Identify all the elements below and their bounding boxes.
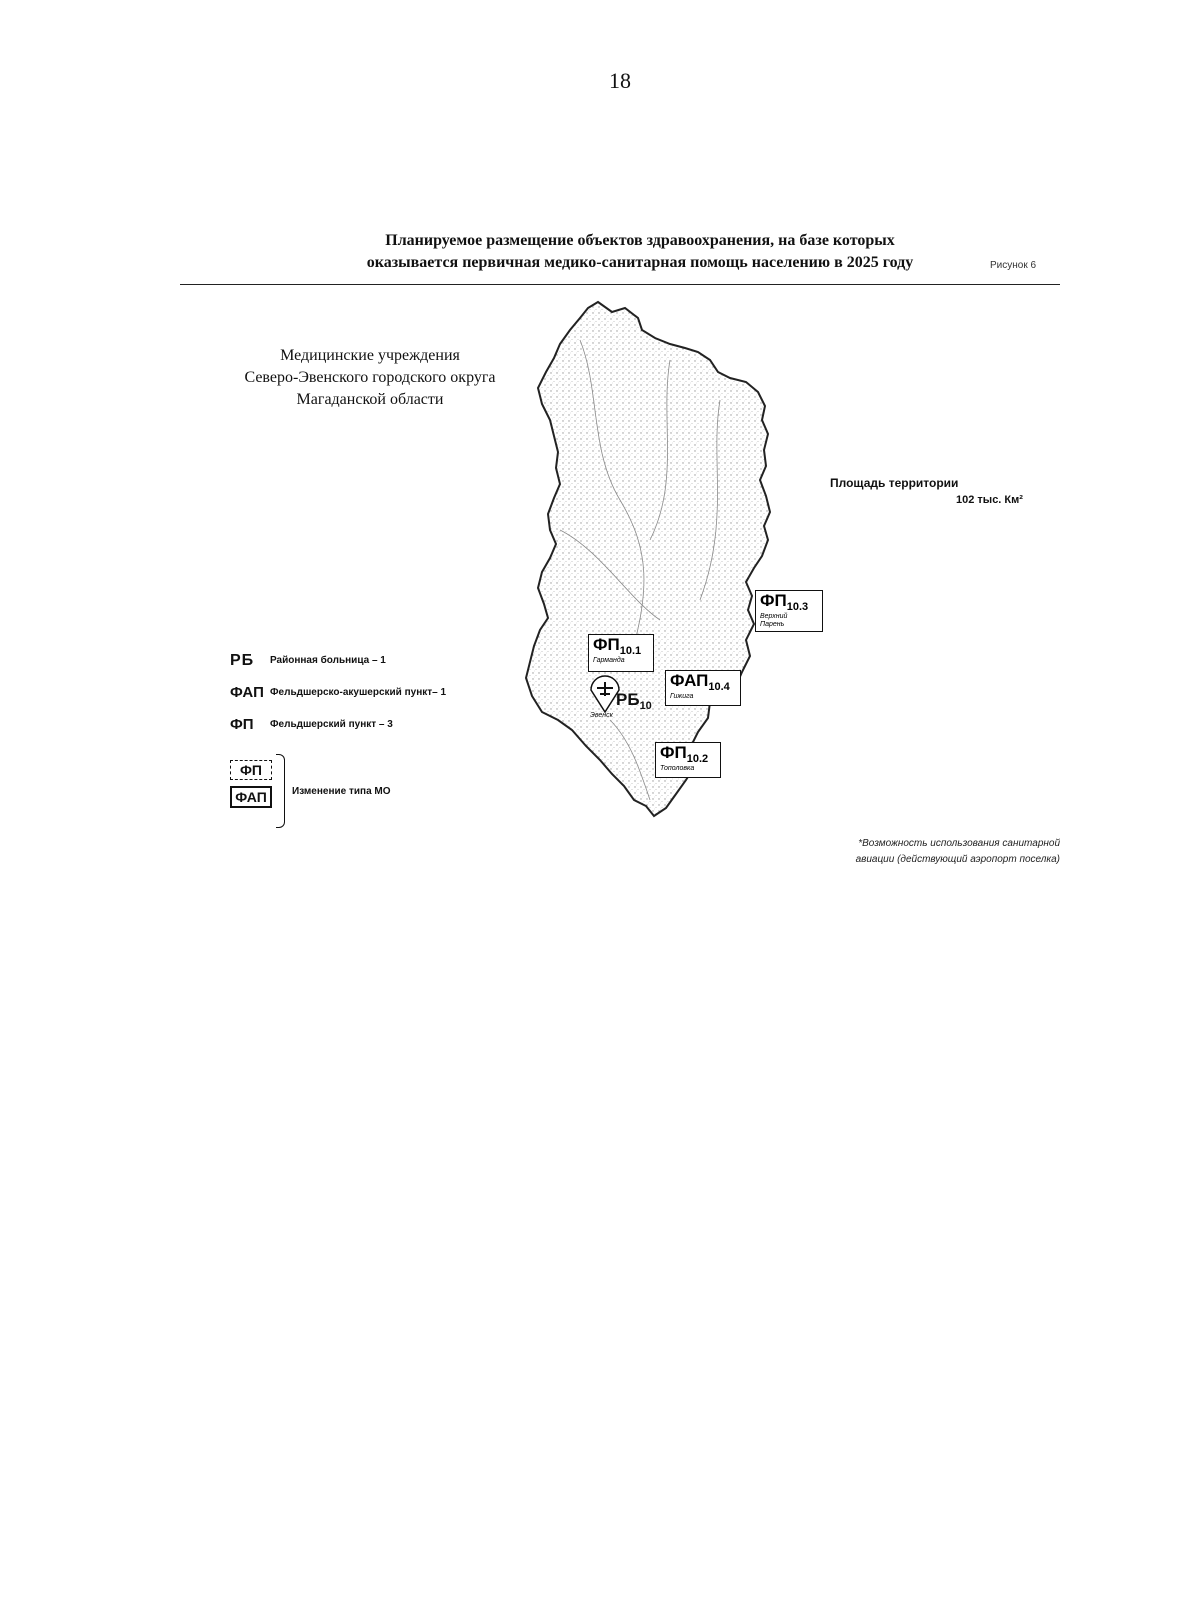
legend-brace	[276, 754, 285, 828]
legend-change-symbols	[230, 760, 272, 808]
marker-fap-10-4-num: 10.4	[708, 681, 730, 693]
marker-fp-10-2-place: Тополовка	[660, 765, 695, 772]
figure-title-line-1: Планируемое размещение объектов здравоохранения, на базе которых	[385, 232, 895, 249]
legend-text-fap: Фельдшерско-акушерский пункт– 1	[270, 687, 447, 698]
map-heading-line-1: Медицинские учреждения	[280, 347, 460, 364]
legend-symbol-fp: ФП	[230, 716, 254, 733]
marker-fp-10-3-place-1: Верхний	[760, 613, 788, 620]
map-heading	[210, 345, 530, 411]
marker-rb-10-place: Эвенск	[590, 712, 613, 719]
marker-fp-10-3-num: 10.3	[786, 601, 809, 613]
legend-text-rb: Районная больница – 1	[270, 655, 386, 666]
marker-fp-10-2[interactable]	[655, 742, 721, 778]
legend-text-fp: Фельдшерский пункт – 3	[270, 719, 393, 730]
marker-fp-10-1-num: 10.1	[619, 645, 642, 657]
figure-title-line-2: оказывается первичная медико-санитарная помощь населению в 2025 году	[366, 254, 914, 271]
legend-item-fap	[230, 684, 446, 701]
marker-fp-10-1[interactable]	[588, 634, 654, 672]
footnote-line-1: *Возможность использования санитарной	[858, 838, 1060, 849]
marker-fap-10-4[interactable]	[665, 670, 741, 706]
map-heading-line-3: Магаданской области	[296, 391, 444, 408]
marker-rb-10-num: 10	[639, 700, 652, 712]
area-title: Площадь территории	[830, 476, 959, 490]
title-rule	[180, 284, 1060, 285]
legend-symbol-fap: ФАП	[230, 684, 264, 701]
marker-fp-10-2-code: ФП	[660, 743, 687, 762]
page-number: 18	[609, 68, 631, 93]
district-outline	[526, 302, 770, 816]
legend-change-to: ФАП	[230, 786, 272, 808]
legend-change-text: Изменение типа МО	[292, 786, 391, 797]
map-heading-line-2: Северо-Эвенского городского округа	[244, 369, 496, 386]
figure-title	[340, 230, 940, 274]
footnote-line-2: авиации (действующий аэропорт поселка)	[855, 854, 1060, 865]
marker-fp-10-3[interactable]	[755, 590, 823, 632]
marker-rb-10-code: РБ	[616, 690, 640, 709]
legend-change-from: ФП	[230, 760, 272, 780]
marker-fap-10-4-code: ФАП	[670, 671, 709, 690]
marker-rb-10[interactable]	[588, 674, 660, 722]
marker-fp-10-1-place: Гарманда	[593, 657, 625, 664]
legend-item-fp	[230, 716, 393, 733]
marker-fap-10-4-place: Гижига	[670, 693, 694, 700]
marker-rb-10-label	[616, 690, 652, 712]
marker-fp-10-1-code: ФП	[593, 635, 620, 654]
marker-fp-10-2-num: 10.2	[686, 753, 709, 765]
marker-fp-10-3-place-2: Парень	[760, 621, 785, 628]
marker-fp-10-3-code: ФП	[760, 591, 787, 610]
area-value: 102 тыс. Км²	[956, 494, 1023, 506]
legend-item-rb	[230, 652, 386, 670]
legend-symbol-rb: РБ	[230, 652, 255, 669]
footnote	[790, 836, 1060, 868]
figure-label: Рисунок 6	[990, 260, 1037, 271]
